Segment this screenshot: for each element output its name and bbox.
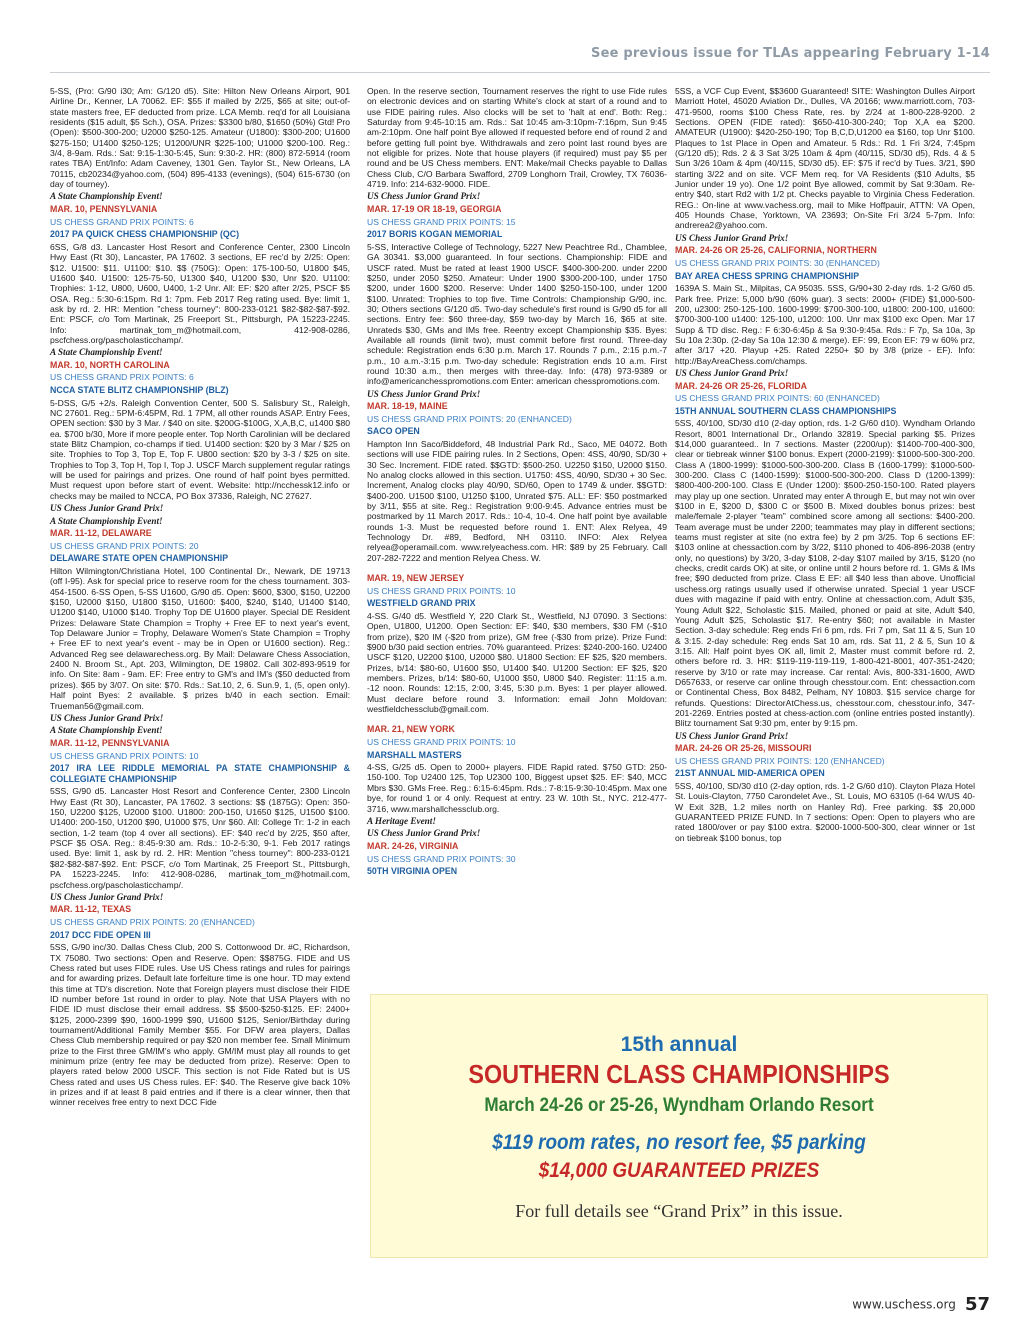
- event-name: MARSHALL MASTERS: [367, 749, 462, 760]
- grand-prix-points: US CHESS GRAND PRIX POINTS: 6: [50, 372, 194, 383]
- southern-class-ad: [370, 994, 988, 1258]
- event-date: MAR. 10, NORTH CAROLINA: [50, 359, 170, 370]
- event-date: MAR. 24-26 OR 25-26, CALIFORNIA, NORTHERN: [675, 245, 877, 256]
- event-name: 2017 PA QUICK CHESS CHAMPIONSHIP (QC): [50, 229, 240, 240]
- event-name: SACO OPEN: [367, 426, 420, 437]
- event-name: DELAWARE STATE OPEN CHAMPIONSHIP: [50, 553, 229, 564]
- grand-prix-points: US CHESS GRAND PRIX POINTS: 20: [50, 540, 199, 551]
- event-hero: US Chess Junior Grand Prix!: [367, 828, 481, 839]
- event-name: 21ST ANNUAL MID-AMERICA OPEN: [675, 768, 825, 779]
- event-hero: US Chess Junior Grand Prix!: [367, 191, 481, 202]
- ad-edition: 15th annual: [620, 1033, 738, 1056]
- event-date: MAR. 11-12, TEXAS: [50, 904, 132, 915]
- footer-url[interactable]: www.uschess.org: [852, 1297, 956, 1312]
- grand-prix-points: US CHESS GRAND PRIX POINTS: 30 (ENHANCED): [675, 258, 880, 268]
- event-hero: US Chess Junior Grand Prix!: [675, 232, 789, 243]
- event-hero: A Heritage Event!: [367, 815, 436, 826]
- listing-body: 5SS, G/90 inc/30. Dallas Chess Club, 200 S. Cottonwood Dr. #C, Richardson, TX 75080. Two sections: Open and Reserve. Open: $$875G. FIDE and US Chess rated but uses FIDE rules. Use US Chess ratings and rules for pairings and for awarding prizes. Default late forfeiture time is one hour. TD may extend this time at TD's discretion. Note that Foreign players must disclose their FIDE ID number before 1st round in order to play. Note that USA Players with no FIDE ID must disclose their email address. $$ $500-$250-$125. EF: 2400+ $125, 2000-2399 $90, 1600-1999 $90, U1600 $125, Senior/Birthday during tournament/Additional Family Member $55. For DFW area players, Dallas Chess Club membership required or pay $20 non member fee. Small Minimum prize to the First three GM/IM's who apply. GM/IM must play all rounds to get minimum prize (entry fee may be deducted from prize). Reserve: Open to players rated below 2000 USCF. This section is not Fide Rated but is US Chess rated and uses US Chess rules. EF: $40. The Reserve give back 10% in prizes and if at least 8 paid entries and if there is a clear winner, then that winner receives free entry to next DCC Fide: [50, 942, 350, 1108]
- column-3: [675, 86, 975, 968]
- ad-prizes: $14,000 GUARANTEED PRIZES: [538, 1159, 820, 1182]
- event-hero: A State Championship Event!: [50, 191, 163, 202]
- event-date: MAR. 11-12, DELAWARE: [50, 528, 152, 539]
- listing-body: 5SS, 40/100, SD/30 d10 (2-day option, rds. 1-2 G/60 d10). Wyndham Orlando Resort, 8001 International Dr., Orlando 32819. Special parking $5. Prizes $14,000 guaranteed.. In 7 sections. Master (2200/up): $1400-700-400-300, clear or tiebreak winner $100 bonus. Expert (2000-2199): $1000-500-300-200. Class A (1800-1999): $1000-500-300-200. Class B (1600-1799): $1000-500-300-200. Class C (1400-1599): $1000-500-300-200. Class D (1200-1399): $800-400-200-100. Class E (Under 1200): $500-250-150-100. Rated players may play up one section. Unrated may enter A through E, but may not win over $100 in E, $200 D, $300 C or $500 B. Mixed doubles bonus prizes: best male/female 2-player "team" combined score among all sections: $400-200. Team average must be under 2200; teammates may play in different sections; teams must register at site (no extra fee) by 2 pm 3/25. Top 6 sections EF: $103 online at chessaction.com by 3/22, $110 phoned to 406-896-2038 (entry only, no questions) by 3/20, 3-day $108, 2-day $107 mailed by 3/15, $120 (no checks, credit cards OK) at site, or online until 2 hours before rd. 1. GMs & IMs free; $90 deducted from prize. Class E EF: all $40 less than above. Unofficial uschess.org ratings usually used if otherwise unrated. Special 1 year USCF dues with magazine if paid with entry. Online at chessaction.com, Adult $35, Young Adult $22, Scholastic $15. Mailed, phoned or paid at site, Adult $40, Young Adult $25, Scholastic $17. Re-entry $60; not available in Master Section. 3-day schedule: Reg ends Fri 6 pm, rds. Fri 7 pm, Sat 11 & 5, Sun 10 & 3:15. 2-day schedule: Reg ends Sat 10 am, rds. Sat 11, 2 & 5, Sun 10 & 3:15. All: Half point byes OK all, limit 2, Master must commit before rd. 2, others before rd. 3. HR: $119-119-119-119, 1-800-421-8001, 407-351-2420; reserve by 3/10 or rate may increase. Car rental: Avis, 800-331-1600, AWD D657633, or reserve car online through chesstour.com. Ent: chessaction.com or Continental Chess, Box 8482, Pelham, NY 10803. $15 service charge for refunds. Questions: DirectorAtChess.us, chesstour.com, chesstour.info, 347-201-2269. Entries posted at chess-action.com (online entries posted instantly). Blitz tournament Sat 9:30 pm, enter by 9:15 pm.: [675, 418, 975, 729]
- listing-body: 5SS, 40/100, SD/30 d10 (2-day option, rds. 1-2 G/60 d10). Clayton Plaza Hotel St. Louis-Clayton, 7750 Carondelet Ave., St. Louis, MO 63105 (I-64 W/US 40-W Exit 32B, 1.2 miles north on Hanley Rd). Free parking. $$ 20,000 GUARANTEED PRIZE FUND. In 7 sections: Open: Open to players who are rated 1800/over or pay $100 extra. $2000-1000-500-300, clear winner or 1st on tiebreak $100 bonus, top: [675, 781, 976, 843]
- listing-body: 5-DSS, G/5 +2/s. Raleigh Convention Center, 500 S. Salisbury St., Raleigh, NC 27601. Reg.: 5PM-6:45PM, Rd. 1 7PM, all other rounds ASAP. Entry Fees, OPEN section: $30 by 3 Mar. / $40 on site. $200G-$100G, X,A,B,C, u1400 $80 ea. $700 b/30, More if more people enter. Top North Carolinian will be declared state Blitz Champion, co-champs if tied. U1400 section: $20 by 3 Mar / $25 on site. Trophies to Top 3, Top E, Top F. U800 section: $20 by 3-3 / $25 on site. Trophies to Top 3, Top H, Top I, Top J. USCF March supplement regular ratings will be used for pairings and prizes. One round of half point byes permitted. Must request upon before start of event. Website: http://ncchessk12.info or checks may be mailed to NCCA, PO Box 37336, Raleigh, NC 27627.: [50, 397, 351, 501]
- grand-prix-points: US CHESS GRAND PRIX POINTS: 10: [367, 585, 516, 596]
- grand-prix-points: US CHESS GRAND PRIX POINTS: 10: [50, 750, 199, 761]
- ad-room-rates: $119 room rates, no resort fee, $5 parking: [492, 1131, 866, 1154]
- ad-details-note: For full details see “Grand Prix” in this issue.: [515, 1201, 843, 1221]
- grand-prix-points: US CHESS GRAND PRIX POINTS: 20 (ENHANCED): [50, 917, 255, 928]
- event-hero: US Chess Junior Grand Prix!: [50, 503, 164, 514]
- listing-body: Open. In the reserve section, Tournament reserves the right to use Fide rules on electronic devices and on starting White's clock at start of a round and to use FIDE pairing rules. Also clocks will be set to 'halt at end'. Both: Reg.: Saturday from 9:45-10:15 am. Rds.: Sat 10:45 am-3:10pm-7:16pm, Sun 9:45 am-2:10pm. One half point Bye allowed if requested before end of round 2 and before getting full point bye. Withdrawals and zero point last round byes are not eligible for prizes. Note that house players (if required) must pay $5 per round and be US Chess members. ENT: Make/mail Checks payable to Dallas Chess Club, C/O Barbara Swafford, 2709 Longhorn Trail, Crowley, TX 76036-4719. Info: 214-632-9000. FIDE.: [367, 86, 667, 190]
- listing-body: 1639A S. Main St., Milpitas, CA 95035. 5SS, G/90+30 2-day rds. 1-2 G/60 d5. Park free. Prize: 5,000 b/90 (60% guar). 3 sects: 2000+ (FIDE) $1,000-500-200, u2300: 250-125-100. 1600-1999: $700-300-100, u1800: 200-100, u1600: $700-300-100 u1400: 125-100, u1200: 100. Unr max $100 exc Open. Mar 17 Supp & TD disc. Reg.: F 6:30-6:45p & Sa 9:30-9:45a. Rds.: F 7p, Sa 10a, 3p Su 10a 2:30p. (2-day Sa 10a 12:30 & merge). EF: 99, Econ EF: 79 w 60% prz, after 3/17 +20. Playup +25. Rated 2250+ $0 by 3/8 (prize - EF). Info: http://BayAreaChess.com/champs.: [675, 283, 975, 366]
- event-date: MAR. 18-19, MAINE: [367, 401, 448, 412]
- grand-prix-points: US CHESS GRAND PRIX POINTS: 60 (ENHANCED): [675, 393, 880, 404]
- grand-prix-points: US CHESS GRAND PRIX POINTS: 120 (ENHANCED): [675, 755, 885, 766]
- listing-body: Hampton Inn Saco/Biddeford, 48 Industrial Park Rd., Saco, ME 04072. Both sections will use FIDE pairing rules. In 2 Sections, Open: 4SS, 40/90, SD/30 + 30 Sec. Increment. FIDE rated. $$GTD: $500-250. U2250 $150, U2000 $150. No analog clocks allowed in this section. U1750: 4SS, 40/90, SD/30 + 30 Sec. Increment, Analog clocks play 40/90, SD/60, Open to 1749 & under. $$GTD: $400-200. U1500 $100, U1250 $100, Unrated $75. ALL: EF: $50 postmarked by 3/11, $55 at site. Reg.: Registration 9:00-9:45. Advance entries must be postmarked by 11 March 2017. Rds.: 10-4, 10-4. One half point bye available rounds 1-3. Must be requested before round 1. ENT: Alex Relyea, 49 Technology Dr. #89, Bedford, NH 03110. INFO: Alex Relyea relyea@operamail.com. www.relyeachess.com. HR: $89 by 25 February. Call 207-282-7222 and mention Relyea Chess. W.: [367, 439, 667, 563]
- event-date: MAR. 19, NEW JERSEY: [367, 573, 465, 584]
- event-name: 2017 IRA LEE RIDDLE MEMORIAL PA STATE CHAMPIONSHIP & COLLEGIATE CHAMPIONSHIP: [50, 763, 350, 784]
- event-date: MAR. 24-26 OR 25-26, MISSOURI: [675, 743, 812, 754]
- event-date: MAR. 17-19 OR 18-19, GEORGIA: [367, 204, 502, 215]
- listing-body: 5-SS, (Pro: G/90 i30; Am: G/120 d5). Site: Hilton New Orleans Airport, 901 Airline Dr., Kenner, LA 70062. EF: $55 if mailed by 2/25, $65 at site; out-of-state masters free, EF deducted from prize. LCA Memb. req'd for all Louisiana residents ($15 adult, $5 Sch.), OSA. Prizes: $3300 b/80, $1650 (50%) Gtd! Pro (Open): $500-300-200; U2000 $250-125. Amateur (U1800): $300-200; U1600 $275-150; U1400 $250-125; U1200/UNR $225-100; U1000 $200-100. Reg.: 3/4, 8-9am. Rds.: Sat: 9:15-1:30-5:45, Sun: 9:30-2. HR: (800) 872-5914 (room rates TBA) Ent/Info: Adam Caveney, 1301 Gen. Taylor St., New Orleans, LA 70115, cb20234@yahoo.com, (504) 895-4133 (evenings), (504) 615-6730 (on day of tourney).: [50, 86, 350, 190]
- event-hero: US Chess Junior Grand Prix!: [50, 712, 164, 723]
- grand-prix-points: US CHESS GRAND PRIX POINTS: 30: [367, 853, 516, 864]
- column-1: [50, 86, 350, 1296]
- event-date: MAR. 24-26 OR 25-26, FLORIDA: [675, 380, 807, 391]
- event-name: 2017 BORIS KOGAN MEMORIAL: [367, 229, 503, 240]
- event-name: NCCA STATE BLITZ CHAMPIONSHIP (BLZ): [50, 385, 229, 396]
- listing-body: 4-SS. G/40 d5. Westfield Y, 220 Clark St., Westfield, NJ 07090. 3 Sections: Open, U1800, U1200. Open Section: EF: $40, $30 members, $30 FM (-$10 from prize), $20 IM (-$20 from prize), GM free (-$30 from prize). Prize Fund: $900 b/30 paid section entries. 70% guaranteed. Prizes: $240-200-160. U2400 USCF $120, U2200 $100, U2000 $80. U1800 Section: EF $25, $20 members. Prizes, b/14: $80-60, U1600 $50, U1400 $40. U1200 Section: EF $25, $20 members. Prizes, b/14: $80-60, U1000 $50, U800 $40. Register: 11:15 a.m. -12 noon. Rounds: 12:15, 2:00, 3:45, 5:30 p.m. Byes: 1 per player allowed. Must declare before round 3. Information: email John Moldovan: westfieldchessclub@gmail.com.: [367, 610, 667, 714]
- event-date: MAR. 10, PENNSYLVANIA: [50, 204, 158, 215]
- listing-body: Hilton Wilmington/Christiana Hotel, 100 Continental Dr., Newark, DE 19713 (off I-95). Ask for special price to reserve room for the chess tournament. 303-454-1500. 6-SS Open, 5-SS U1600, G/90 d5. Open: $600, $300, $150, U2200 $150, U2000 $150, U1800 $150, U1600: $400, $240, $140, U1400 $140, U1200 $140, U1000 $140. Trophy Top DE U1600 player. Special DE Resident Prizes: Delaware State Champion = Trophy + Free EF to next year's event, Top Delaware Junior = Trophy, Delaware Women's State Champion = Trophy + Free EF to next year's event - may be in Open or U1600 section). Reg.: Advanced Reg see delawarechess.org. By Mail: Delaware Chess Association, 2400 N. Broom St., Apt. 203, Wilmington, DE 19802. Call 302-893-9519 for info. On Site: 8am - 9am. EF: Free entry to GM's and IM's ($50 deducted from prizes). $65 by 3/07. On site: $70. Rds.: Sat.10, 2, 6. Sun.9, 1, (5, open only). Half point Byes: 2 available. $ prizes b/40 in each section. Email: Trueman56@gmail.com.: [50, 566, 350, 711]
- column-2: [367, 86, 667, 976]
- grand-prix-points: US CHESS GRAND PRIX POINTS: 15: [367, 216, 516, 227]
- listing-body: 4-SS, G/25 d5. Open to 2000+ players. FIDE Rapid rated. $750 GTD: 250-150-100. Top U2400 125, Top U2300 100, Biggest upset $25. EF: $40, MCC Mbrs $30. GMs Free. Reg.: 6:15-6:45pm. Rds.: 7-8:15-9:30-10:45pm. Max one bye, for round 1 or 4 only. Request at entry. 23 W. 10th St., NYC. 212-477-3716, www.marshallchessclub.org.: [367, 762, 667, 814]
- event-date: MAR. 24-26, VIRGINIA: [367, 841, 459, 852]
- header-rule: [50, 72, 990, 73]
- event-date: MAR. 21, NEW YORK: [367, 724, 455, 735]
- header-note: See previous issue for TLAs appearing February 1-14: [591, 46, 990, 61]
- event-hero: US Chess Junior Grand Prix!: [675, 730, 789, 741]
- ad-title: SOUTHERN CLASS CHAMPIONSHIPS: [468, 1059, 890, 1089]
- event-name: 15TH ANNUAL SOUTHERN CLASS CHAMPIONSHIPS: [675, 405, 897, 416]
- event-name: WESTFIELD GRAND PRIX: [367, 598, 476, 609]
- event-hero: US Chess Junior Grand Prix!: [50, 891, 164, 902]
- listing-body: 6SS, G/8 d3. Lancaster Host Resort and Conference Center, 2300 Lincoln Hwy East (Rt 30), Lancaster, PA 17602. 3 sections, EF rec'd by 2/25: Open: $12. U1500: $11. U1100: $10. $$ (750G): Open: 175-100-50, U1800 $45, U1600 $40. U1500: 125-75-50, U1300 $40, U1200 $30, Unr $20. U1100: Trophies: 1-12, U800, U600, U400, 1-2 Unr. All: EF: $20 after 2/25, PSCF $5 OSA. Reg.: 5:30-6:15pm. Rd 1: 7pm. Feb 2017 Reg rating used. Bye: limit 1, ask by rd. 2. HR: Mention "chess tourney": 800-233-0121 $82-$82-$87-$92. Ent: PSCF, c/o Tom Martinak, 25 Freeport St., Pittsburgh, PA 15223-2245. Info: martinak_tom_m@hotmail.com, 412-908-0286, pscfchess.org/pascholasticchamp/.: [50, 241, 350, 345]
- event-hero: A State Championship Event!: [50, 725, 163, 736]
- event-hero: US Chess Junior Grand Prix!: [367, 388, 481, 399]
- event-name: BAY AREA CHESS SPRING CHAMPIONSHIP: [675, 270, 860, 281]
- event-name: 50TH VIRGINIA OPEN: [367, 866, 458, 877]
- page-header: [0, 0, 1024, 70]
- listing-body: 5-SS, Interactive College of Technology, 5227 New Peachtree Rd., Chamblee, GA 30341. $3,000 guaranteed. In four sections. Championship: FIDE and USCF rated. Must be rated at least 1900 USCF. $400-300-200. under 2200 $250, under 2050 $250. Amateur: Under 1900 $300-200-100, under 1750 $200, under 1600 $200. Reserve: Under 1400 $250-150-100, under 1200 $100. Unrated: Trophies to top five. Time Controls: Championship G/90, inc. 30; Others sections G/120 d5. Two-day schedule's first round is G/90 d5 for all sections. Entry fee: $60 three-day, $59 two-day by March 16, $65 at site. Unrateds $30, GMs and IMs free. Reentry except Championship $35. Byes: Available all rounds (limit two), must commit before first round. Three-day schedule: Registration ends 6:30 p.m. March 17. Rounds 7 p.m., 2:15 p.m.-7 p.m., 10 a.m.-3:15 p.m. Two-day schedule: Registration ends 10 a.m. First round 10:30 a.m., then merges with three-day. Info: (478) 973-9389 or info@americanchesspromotions.com Enter: american chesspromotions.com.: [367, 241, 667, 387]
- event-date: MAR. 11-12, PENNSYLVANIA: [50, 738, 170, 749]
- grand-prix-points: US CHESS GRAND PRIX POINTS: 6: [50, 216, 194, 227]
- listing-body: 5SS, a VCF Cup Event, $$3600 Guaranteed! SITE: Washington Dulles Airport Marriott Hotel, 45020 Aviation Dr., Dulles, VA 20166; www.marriott.com, 703-471-9500, rooms $100 Chess Rate, res. by 2/24 at 1-800-228-9200. 2 Sections. OPEN (FIDE rated): $650-410-300-240; Top X,A ea $200. AMATEUR (U1900): $420-250-190; Top B,C,D,U1200 ea $160, top Unr $100. Plaques to 1st Place in Open and Amateur. 5 Rds.: Rd. 1 Fri 3/24, 7:45pm (G/120 d5); Rds. 2 & 3 Sat 3/25 10am & 4pm (40/115, SD/30 d5), Rds. 4 & 5 Sun 3/26 10am & 4pm (40/115, SD/30 d5). EF: $75 if rec'd by Tues. 3/21, $90 starting 3/22 and on site. VCF Mem req. for VA Residents ($10 Adults, $5 Junior under 19 yo). One 1/2 point Bye allowed, commit by Sat 9:30am. Re-entry $40, start Rd2 with 1/2 pt. Checks payable to Virginia Chess Federation. REG.: On-line at www.vachess.org, mail to Mike Hoffpauir, ATTN: VA Open, 405 Hounds Chase, Yorktown, VA 23693; On-Site Fri 3/24 5-7pm. Info: andrerea2@yahoo.com.: [675, 86, 975, 231]
- ad-dates-venue: March 24-26 or 25-26, Wyndham Orlando Resort: [484, 1095, 874, 1116]
- event-hero: A State Championship Event!: [50, 347, 163, 358]
- event-hero: A State Championship Event!: [50, 515, 163, 526]
- grand-prix-points: US CHESS GRAND PRIX POINTS: 20 (ENHANCED): [367, 413, 572, 424]
- grand-prix-points: US CHESS GRAND PRIX POINTS: 10: [367, 736, 516, 747]
- page-number: 57: [964, 1294, 990, 1315]
- event-name: 2017 DCC FIDE OPEN III: [50, 929, 151, 940]
- listing-body: 5SS, G/90 d5. Lancaster Host Resort and Conference Center, 2300 Lincoln Hwy East (Rt 30), Lancaster, PA 17602. 3 sections: $$ (1875G): Open: 350-150, U2200 $125, U2000 $100. U1800: 200-150, U1650 $125, U1500 $100. U1400: 200-150, U1200 $90, U1000 $75, Unr $60. All: College Tr: 1-2 in each section, 1-2 team (top 4 over all sections). EF: $40 rec'd by 2/25, $50 after, PSCF $5 OSA. Reg.: 8:45-9:30 am. Rds.: 10-2-5:30, 9-1. Feb 2017 ratings used. Bye: limit 1, ask by rd. 2. HR: Mention "chess tourney": 800-233-0121 $82-$82-$87-$92. Ent: PSCF, c/o Tom Martinak, 25 Freeport St., Pittsburgh, PA 15223-2245. Info: 412-908-0286, martinak_tom_m@hotmail.com, pscfchess.org/pascholasticchamp/.: [50, 786, 350, 890]
- event-hero: US Chess Junior Grand Prix!: [675, 367, 789, 378]
- page-footer: [852, 1294, 990, 1315]
